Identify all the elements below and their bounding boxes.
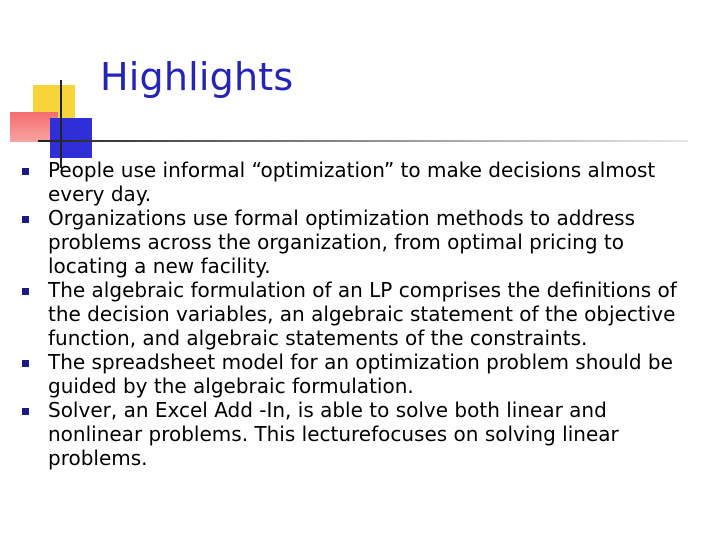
bullet-item (22, 158, 698, 206)
bullet-item (22, 278, 698, 350)
bullet-text: Solver, an Excel Add -In, is able to solve both linear and nonlinear problems. This lecturefocuses on solving linear problems. (48, 398, 619, 470)
bullet-square-icon (22, 216, 29, 223)
bullet-square-icon (22, 288, 29, 295)
bullet-square-icon (22, 168, 29, 175)
bullet-text: The algebraic formulation of an LP comprises the definitions of the decision variables, an algebraic statement of the objective function, and algebraic statements of the constraints. (48, 278, 677, 350)
bullet-square-icon (22, 360, 29, 367)
bullet-text: The spreadsheet model for an optimization problem should be guided by the algebraic formulation. (48, 350, 673, 398)
title-underline (38, 140, 688, 142)
bullet-text: Organizations use formal optimization methods to address problems across the organization, from optimal pricing to locating a new facility. (48, 206, 636, 278)
bullet-text: People use informal “optimization” to make decisions almost every day. (48, 158, 656, 206)
bullet-item (22, 398, 698, 470)
decorative-vertical-line (60, 80, 62, 168)
bullet-list (22, 158, 698, 470)
slide-title: Highlights (100, 55, 294, 99)
bullet-item (22, 206, 698, 278)
decorative-blue-square (50, 118, 92, 158)
bullet-item (22, 350, 698, 398)
bullet-square-icon (22, 408, 29, 415)
